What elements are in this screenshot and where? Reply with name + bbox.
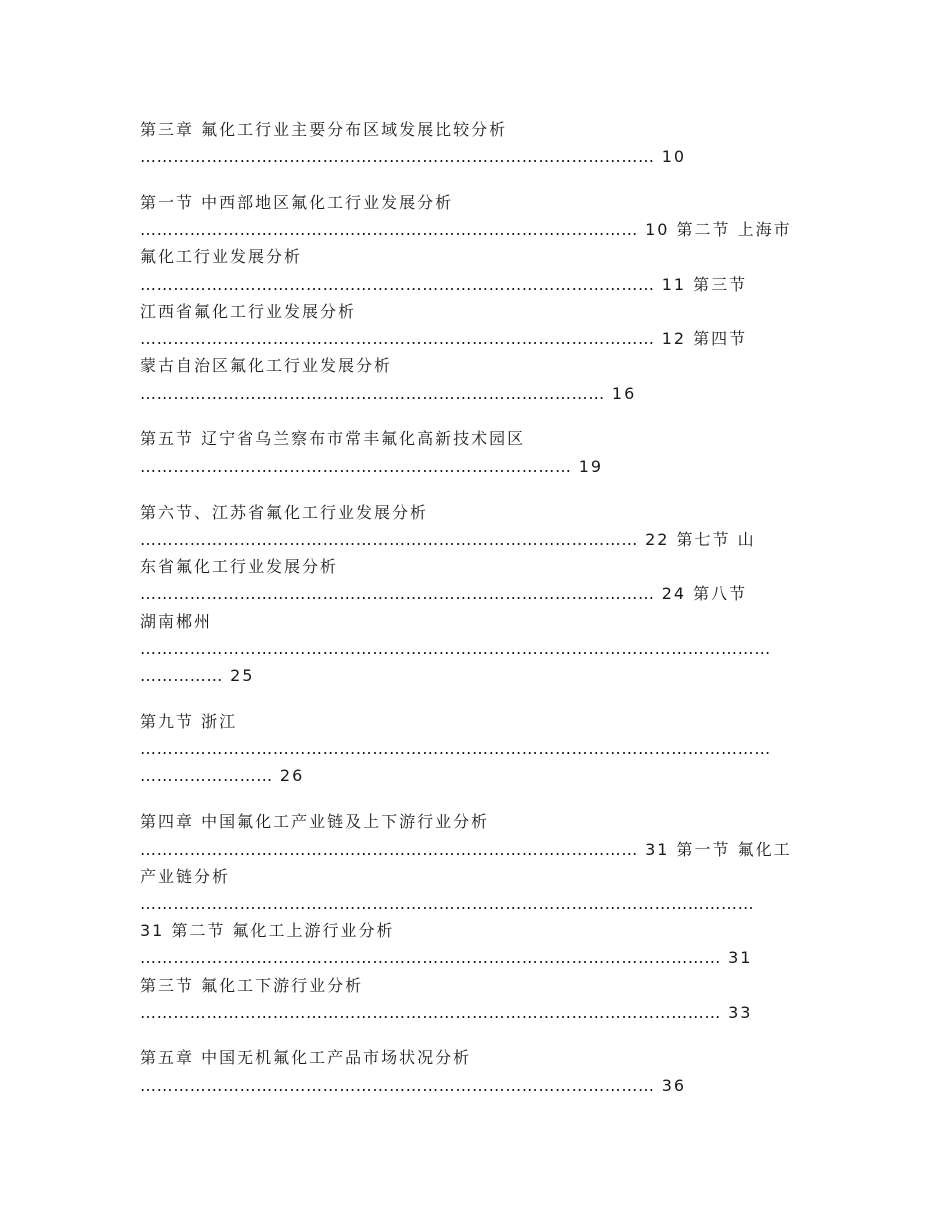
toc-leader-line: …………………………………………………………………………………………………… xyxy=(140,639,771,658)
toc-leader-line: …………………………………………………………………… 19 xyxy=(140,457,604,476)
toc-heading-section-6: 第六节、江苏省氟化工行业发展分析 xyxy=(140,503,429,522)
toc-heading-section-5: 第五节 辽宁省乌兰察布市常丰氟化高新技术园区 xyxy=(140,429,526,448)
toc-leader-line: …………………………………………………………………………………………………… xyxy=(140,739,771,758)
toc-heading-chapter-5: 第五章 中国无机氟化工产品市场状况分析 xyxy=(140,1048,472,1067)
toc-heading-section-9: 第九节 浙江 xyxy=(140,712,238,731)
toc-leader-line: ……………………………………………………………………………… 10 第二节 上海市 xyxy=(140,220,792,239)
toc-leader-line: …………………………………………………………………………………………… 33 xyxy=(140,1003,753,1022)
toc-leader-line: ………………………………………………………………………………………………… xyxy=(140,894,755,913)
toc-leader-line: ………………………………………………………………………………… 11 第三节 xyxy=(140,275,748,294)
toc-leader-line: …………………………………………………………………………………………… 31 xyxy=(140,948,753,967)
toc-heading-section-1: 第一节 中西部地区氟化工行业发展分析 xyxy=(140,193,454,212)
toc-heading-continued: 东省氟化工行业发展分析 xyxy=(140,557,339,576)
toc-heading-continued: 产业链分析 xyxy=(140,867,231,886)
toc-leader-line: ……………………………………………………………………………… 22 第七节 山 xyxy=(140,530,756,549)
toc-leader-line: ………………………………………………………………………………… 12 第四节 xyxy=(140,329,748,348)
toc-leader-line: ……………………………………………………………………………… 31 第一节 氟化工 xyxy=(140,840,792,859)
toc-heading-continued: 氟化工行业发展分析 xyxy=(140,247,303,266)
toc-leader-line: ………………………………………………………………………………… 36 xyxy=(140,1076,687,1095)
toc-leader-line: …………………… 26 xyxy=(140,766,305,785)
toc-heading-continued: 湖南郴州 xyxy=(140,612,213,631)
toc-leader-line: ………………………………………………………………………………… 10 xyxy=(140,147,687,166)
toc-leader-line: …………… 25 xyxy=(140,666,255,685)
toc-leader-line: ………………………………………………………………………………… 24 第八节 xyxy=(140,584,748,603)
toc-heading-continued: 第三节 氟化工下游行业分析 xyxy=(140,976,364,995)
toc-heading-continued: 蒙古自治区氟化工行业发展分析 xyxy=(140,356,393,375)
toc-heading-chapter-4: 第四章 中国氟化工产业链及上下游行业分析 xyxy=(140,812,490,831)
toc-heading-continued: 江西省氟化工行业发展分析 xyxy=(140,302,357,321)
toc-heading-chapter-3: 第三章 氟化工行业主要分布区域发展比较分析 xyxy=(140,120,508,139)
toc-leader-line: ………………………………………………………………………… 16 xyxy=(140,384,637,403)
toc-heading-continued: 31 第二节 氟化工上游行业分析 xyxy=(140,921,395,940)
